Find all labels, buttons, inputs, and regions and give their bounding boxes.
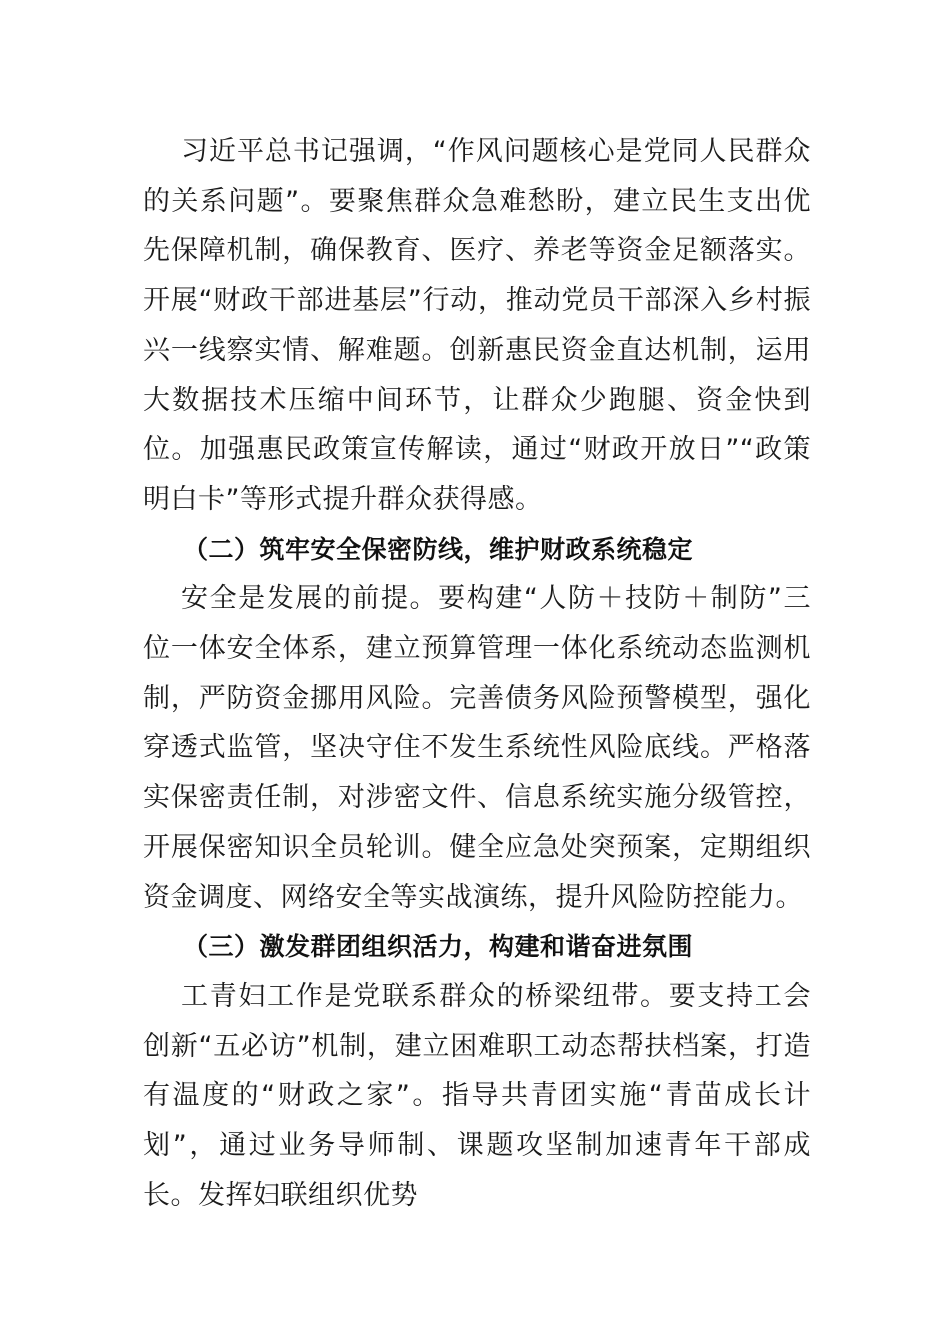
section-heading: （三）激发群团组织活力，构建和谐奋进氛围 bbox=[183, 932, 694, 962]
document-page bbox=[143, 127, 811, 1220]
section-heading: （二）筑牢安全保密防线，维护财政系统稳定 bbox=[183, 534, 694, 564]
body-paragraph: 安全是发展的前提。要构建“人防＋技防＋制防”三位一体安全体系，建立预算管理一体化系统动态监测机制，严防资金挪用风险。完善债务风险预警模型，强化穿透式监管，坚决守住不发生系统性风险底线。严格落实保密责任制，对涉密文件、信息系统实施分级管控，开展保密知识全员轮训。健全应急处突预案，定期组织资金调度、网络安全等实战演练，提升风险防控能力。 bbox=[143, 583, 811, 913]
body-paragraph: 工青妇工作是党联系群众的桥梁纽带。要支持工会创新“五必访”机制，建立困难职工动态帮扶档案，打造有温度的“财政之家”。指导共青团实施“青苗成长计划”，通过业务导师制、课题攻坚制加速青年干部成长。发挥妇联组织优势 bbox=[143, 980, 811, 1211]
body-paragraph: 习近平总书记强调，“作风问题核心是党同人民群众的关系问题”。要聚焦群众急难愁盼，建立民生支出优先保障机制，确保教育、医疗、养老等资金足额落实。开展“财政干部进基层”行动，推动党员干部深入乡村振兴一线察实情、解难题。创新惠民资金直达机制，运用大数据技术压缩中间环节，让群众少跑腿、资金快到位。加强惠民政策宣传解读，通过“财政开放日”“政策明白卡”等形式提升群众获得感。 bbox=[143, 136, 811, 515]
